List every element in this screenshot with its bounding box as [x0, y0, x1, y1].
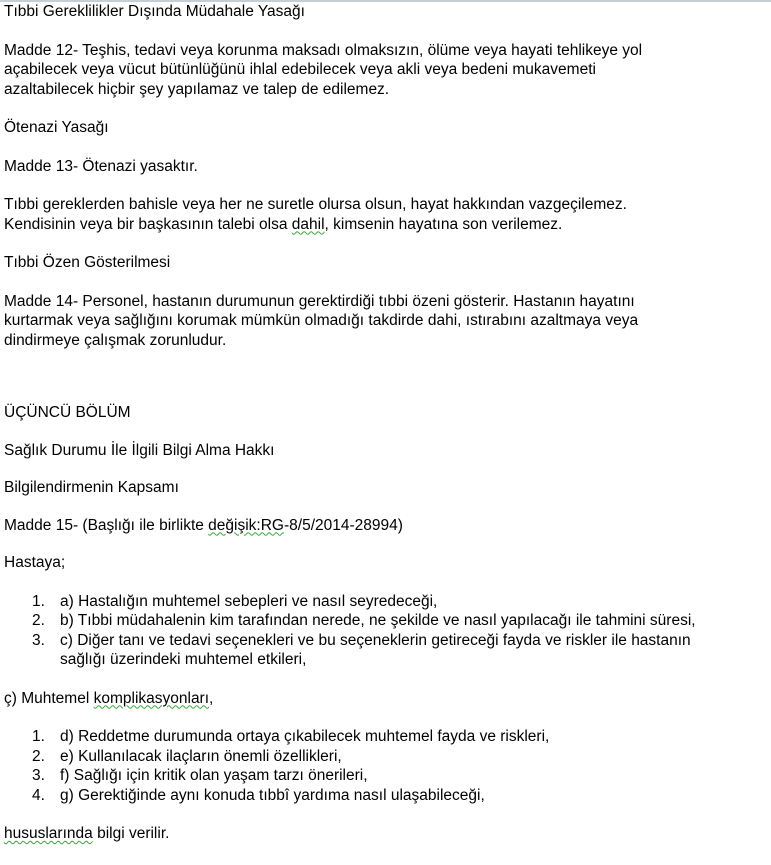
list-item-text: a) Hastalığın muhtemel sebepleri ve nasıl seyredeceği,	[60, 592, 438, 610]
list-number: 4.	[32, 786, 45, 804]
text-run: Kendisinin veya bir başkasının talebi olsa	[4, 215, 292, 233]
text-run: Madde 15- (Başlığı ile birlikte	[4, 516, 209, 534]
list-item	[4, 592, 720, 612]
list-item-text: f) Sağlığı için kritik olan yaşam tarzı önerileri,	[60, 767, 368, 784]
paragraph-closing	[4, 824, 764, 844]
list-item-text: c) Diğer tanı ve tedavi seçenekleri ve bu seçeneklerin getireceği fayda ve riskler ile hastanın sağlığı üzerindeki muhtemel etkileri,	[60, 631, 691, 668]
heading-bilgilendirmenin-kapsami: Bilgilendirmenin Kapsamı	[4, 479, 179, 496]
heading-ucuncu-bolum: ÜÇÜNCÜ BÖLÜM	[4, 404, 131, 421]
list-item	[4, 786, 720, 806]
text-run: bilgi verilir.	[92, 825, 170, 842]
list-item	[4, 727, 720, 747]
line: dindirmeye çalışmak zorunludur.	[4, 331, 227, 349]
list-item-text: d) Reddetme durumunda ortaya çıkabilecek muhtemel fayda ve riskleri,	[60, 728, 550, 745]
line: azaltabilecek hiçbir şey yapılamaz ve talep de edilemez.	[4, 80, 390, 98]
list-number: 2.	[32, 612, 45, 629]
list-number: 1.	[32, 592, 45, 610]
list-number: 2.	[32, 747, 45, 765]
heading-madde12: Tıbbi Gereklilikler Dışında Müdahale Yasağı	[4, 3, 305, 20]
paragraph-madde14	[4, 292, 764, 351]
paragraph-hayat-hakki	[4, 195, 764, 234]
line: Madde 14- Personel, hastanın durumunun gerektirdiği tıbbi özeni gösterir. Hastanın hayatını	[4, 292, 635, 310]
text-run: , kimsenin hayatına son verilemez.	[324, 215, 563, 233]
paragraph-madde13: Madde 13- Ötenazi yasaktır.	[4, 157, 198, 175]
line: kurtarmak veya sağlığını korumak mümkün olmadığı takdirde dahi, ıstırabını azaltmaya veya	[4, 312, 639, 329]
list-number: 3.	[32, 631, 45, 649]
text-run: -8/5/2014-28994)	[283, 516, 403, 534]
paragraph-madde12	[4, 41, 764, 100]
spellcheck-flagged-word[interactable]: hususlarında	[4, 825, 93, 842]
heading-bilgi-alma-hakki: Sağlık Durumu İle İlgili Bilgi Alma Hakkı	[4, 441, 275, 459]
paragraph-komplikasyonlar	[4, 689, 764, 709]
paragraph-madde15	[4, 516, 764, 536]
line: açabilecek veya vücut bütünlüğünü ihlal edebilecek veya akli veya bedeni mukavemeti	[4, 61, 596, 78]
list-number: 1.	[32, 728, 45, 745]
text-run: ,	[209, 689, 214, 707]
numbered-list-2	[4, 727, 764, 805]
heading-otenazi: Ötenazi Yasağı	[4, 119, 109, 136]
list-item-text: g) Gerektiğinde aynı konuda tıbbî yardıma nasıl ulaşabileceği,	[60, 786, 485, 804]
document-body[interactable]	[4, 2, 764, 844]
paragraph-hastaya: Hastaya;	[4, 554, 66, 571]
heading-tibbi-ozen: Tıbbi Özen Gösterilmesi	[4, 254, 171, 271]
text-run: ç) Muhtemel	[4, 689, 94, 707]
list-item	[4, 747, 720, 767]
numbered-list-1	[4, 592, 764, 670]
list-item-text: b) Tıbbi müdahalenin kim tarafından nerede, ne şekilde ve nasıl yapılacağı ile tahmini süresi,	[60, 612, 696, 629]
spellcheck-flagged-word[interactable]: değişik:RG	[208, 516, 284, 534]
list-item	[4, 631, 720, 670]
line: Madde 12- Teşhis, tedavi veya korunma maksadı olmaksızın, ölüme veya hayati tehlikeye yol	[4, 41, 643, 59]
spellcheck-flagged-word[interactable]: dahil	[291, 215, 325, 233]
list-item	[4, 766, 720, 786]
list-number: 3.	[32, 767, 45, 784]
spellcheck-flagged-word[interactable]: komplikasyonları	[93, 689, 210, 707]
list-item-text: e) Kullanılacak ilaçların önemli özellikleri,	[60, 747, 342, 765]
list-item	[4, 611, 720, 631]
line: Tıbbi gereklerden bahisle veya her ne suretle olursa olsun, hayat hakkından vazgeçilemez.	[4, 196, 627, 213]
